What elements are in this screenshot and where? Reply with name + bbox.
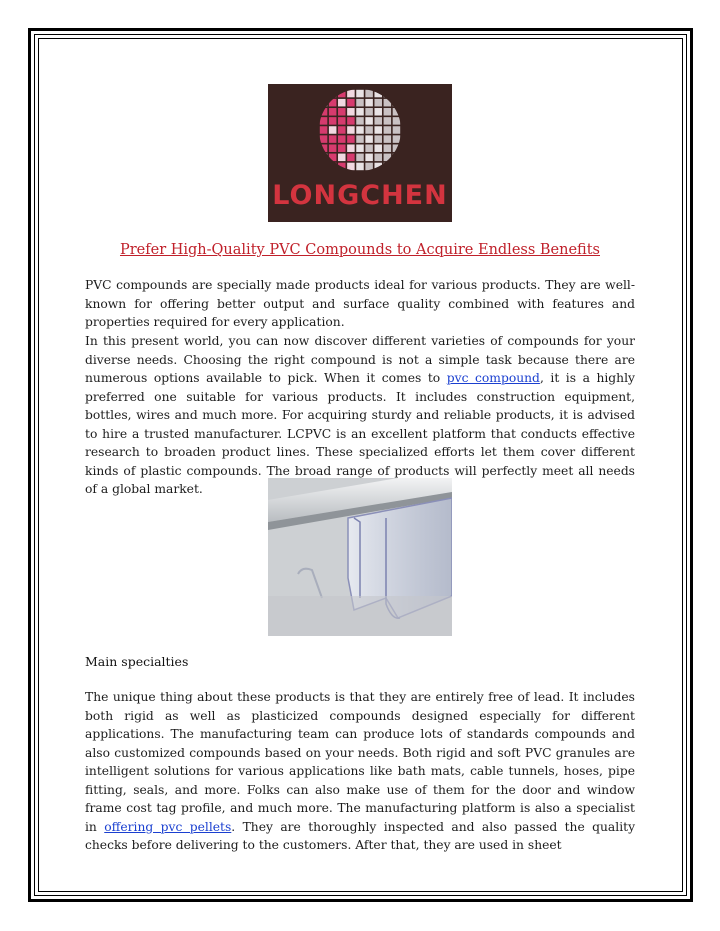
pvc-profile-photo: [268, 478, 452, 636]
compound-paragraph: [85, 332, 635, 499]
pvc-compound-link[interactable]: pvc compound: [446, 371, 540, 385]
longchen-logo: [268, 84, 452, 222]
paragraph-text: In this present world, you can now discover different varieties of compounds for your diverse needs. Choosing the right compound is not a simple task because there are numerous options available to pick. When it comes to: [85, 334, 635, 385]
intro-paragraph: PVC compounds are specially made products ideal for various products. They are well-known for offering better output and surface quality combined with features and properties required for every application.: [85, 278, 635, 329]
specialties-paragraph: [85, 688, 635, 855]
paragraph-text: , it is a highly preferred one suitable for various products. It includes construction equipment, bottles, wires and much more. For acquiring sturdy and reliable products, it is advised to hire a trusted manufacturer. LCPVC is an excellent platform that conducts effective research to broaden product lines. These specialized efforts let them cover different kinds of plastic compounds. The broad range of products will perfectly meet all needs of a global market.: [85, 371, 635, 496]
paragraph-text: . They are thoroughly inspected and also passed the quality checks before delivering to the customers. After that, they are used in sheet: [85, 819, 636, 852]
logo-brand-text: LONGCHEN: [272, 180, 448, 211]
document-title: Prefer High-Quality PVC Compounds to Acquire Endless Benefits: [119, 242, 600, 258]
offering-pvc-pellets-link[interactable]: offering pvc pellets: [104, 819, 232, 834]
paragraph-text: The unique thing about these products is that they are entirely free of lead. It includes both rigid as well as plasticized compounds designed especially for different applications. The manufacturing team can produce lots of standards compounds and also customized compounds based on your needs. Both rigid and soft PVC granules are intelligent solutions for various applications like bath mats, cable tunnels, hoses, pipe fitting, seals, and more. Folks can also make use of them for the door and window frame cost tag profile, and much more. The manufacturing platform is also a specialist in: [85, 690, 635, 834]
section-heading: Main specialties: [85, 654, 189, 669]
